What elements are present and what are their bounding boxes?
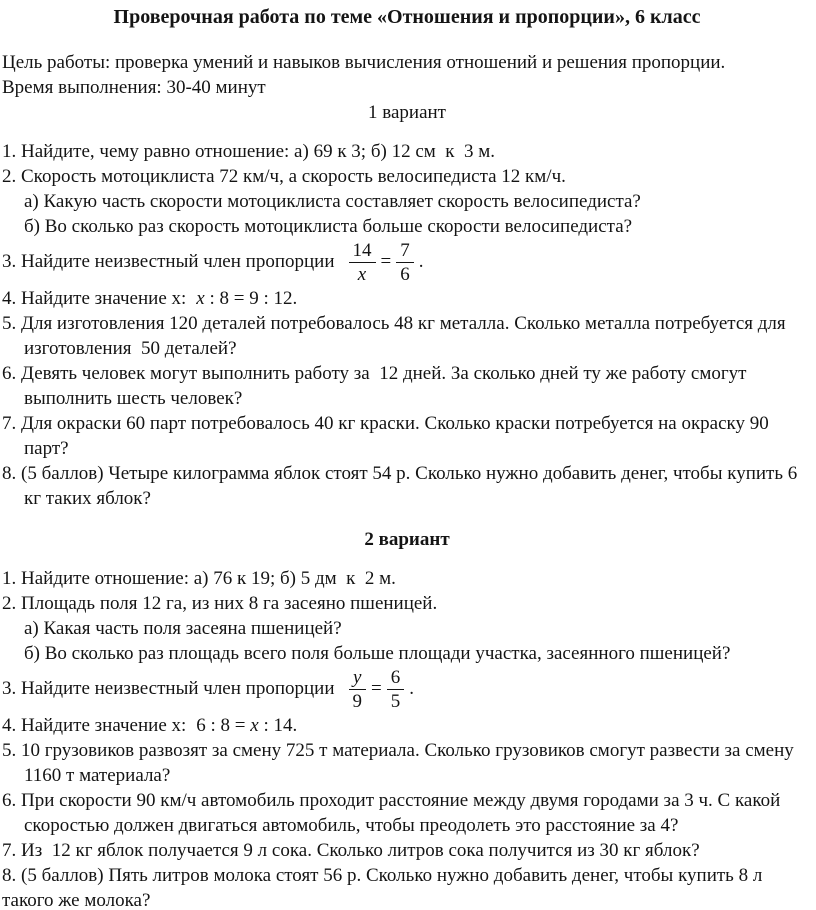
sentence-period: . bbox=[418, 250, 424, 272]
v2-problem-6: 6. При скорости 90 км/ч автомобиль проходит расстояние между двумя городами за 3 ч. С какой скоростью должен двигаться автомобиль, чтобы преодолеть это расстояние за 4? bbox=[2, 790, 786, 836]
spacer bbox=[2, 552, 812, 566]
fraction-numerator: y bbox=[349, 666, 367, 690]
spacer bbox=[2, 511, 812, 527]
v1-problem-7: 7. Для окраски 60 парт потребовалось 40 кг краски. Сколько краски потребуется на окраску 90 парт? bbox=[2, 413, 774, 459]
variant1-heading: 1 вариант bbox=[368, 102, 446, 123]
v2-problem-5: 5. 10 грузовиков развозят за смену 725 т материала. Сколько грузовиков смогут развести за смену 1160 т материала? bbox=[2, 740, 804, 786]
v2-problem-7: 7. Из 12 кг яблок получается 9 л сока. Сколько литров сока получится из 30 кг яблок? bbox=[2, 840, 700, 861]
v1-problem-4 bbox=[2, 286, 812, 311]
v1-problem-3-text: 3. Найдите неизвестный член пропорции bbox=[2, 250, 335, 272]
sentence-period: . bbox=[409, 677, 414, 699]
v1-problem-2b: б) Во сколько раз скорость мотоциклиста больше скорости велосипедиста? bbox=[24, 216, 633, 237]
spacer bbox=[2, 125, 812, 139]
v2-problem-2a: а) Какая часть поля засеяна пшеницей? bbox=[24, 618, 342, 639]
fraction-denominator: 5 bbox=[390, 691, 401, 712]
fraction-numerator: 7 bbox=[396, 239, 414, 263]
equals-sign: = bbox=[371, 677, 382, 699]
v1-problem-3 bbox=[2, 239, 812, 286]
fraction-right bbox=[387, 666, 405, 713]
v2-problem-8: 8. (5 баллов) Пять литров молока стоят 56 р. Сколько нужно добавить денег, чтобы купить 8 л такого же молока? bbox=[2, 865, 768, 910]
variant2-heading: 2 вариант bbox=[364, 529, 450, 550]
equation-text: 6 : 8 = bbox=[196, 715, 251, 736]
document-title: Проверочная работа по теме «Отношения и пропорции», 6 класс bbox=[113, 6, 701, 28]
v2-problem-1: 1. Найдите отношение: а) 76 к 19; б) 5 дм к 2 м. bbox=[2, 568, 396, 589]
equation-text: : 14. bbox=[258, 715, 298, 736]
math-variable-x: x bbox=[196, 288, 205, 309]
fraction-right bbox=[396, 239, 414, 286]
spacer bbox=[2, 30, 812, 50]
v2-problem-2: 2. Площадь поля 12 га, из них 8 га засеяно пшеницей. bbox=[2, 593, 438, 614]
v2-problem-3 bbox=[2, 666, 812, 713]
fraction-numerator: 14 bbox=[349, 239, 376, 263]
v1-problem-8: 8. (5 баллов) Четыре килограмма яблок стоят 54 р. Сколько нужно добавить денег, чтобы купить 6 кг таких яблок? bbox=[2, 463, 803, 509]
goal-line: Цель работы: проверка умений и навыков вычисления отношений и решения пропорции. bbox=[2, 52, 726, 73]
equals-sign: = bbox=[380, 250, 392, 272]
fraction-denominator: x bbox=[357, 264, 367, 285]
time-line: Время выполнения: 30-40 минут bbox=[2, 77, 266, 98]
equation-text: : 8 = 9 : 12. bbox=[204, 288, 298, 309]
v1-problem-4-text: 4. Найдите значение x: bbox=[2, 288, 187, 309]
v1-problem-1: 1. Найдите, чему равно отношение: а) 69 к 3; б) 12 см к 3 м. bbox=[2, 141, 496, 162]
math-variable-x: x bbox=[250, 715, 259, 736]
fraction-left bbox=[349, 239, 376, 286]
v2-problem-4-text: 4. Найдите значение x: bbox=[2, 715, 187, 736]
v2-problem-4 bbox=[2, 713, 812, 738]
v1-problem-5: 5. Для изготовления 120 деталей потребовалось 48 кг металла. Сколько металла потребуется для изготовления 50 деталей? bbox=[2, 313, 791, 359]
v2-problem-2b: б) Во сколько раз площадь всего поля больше площади участка, засеянного пшеницей? bbox=[24, 643, 731, 664]
v2-problem-3-text: 3. Найдите неизвестный член пропорции bbox=[2, 677, 335, 699]
fraction-numerator: 6 bbox=[387, 666, 405, 690]
fraction-denominator: 6 bbox=[400, 264, 410, 285]
v1-problem-2: 2. Скорость мотоциклиста 72 км/ч, а скорость велосипедиста 12 км/ч. bbox=[2, 166, 566, 187]
v1-problem-2a: а) Какую часть скорости мотоциклиста составляет скорость велосипедиста? bbox=[24, 191, 641, 212]
fraction-left bbox=[349, 666, 367, 713]
fraction-denominator: 9 bbox=[352, 691, 362, 712]
v1-problem-6: 6. Девять человек могут выполнить работу за 12 дней. За сколько дней ту же работу смогут выполнить шесть человек? bbox=[2, 363, 752, 409]
